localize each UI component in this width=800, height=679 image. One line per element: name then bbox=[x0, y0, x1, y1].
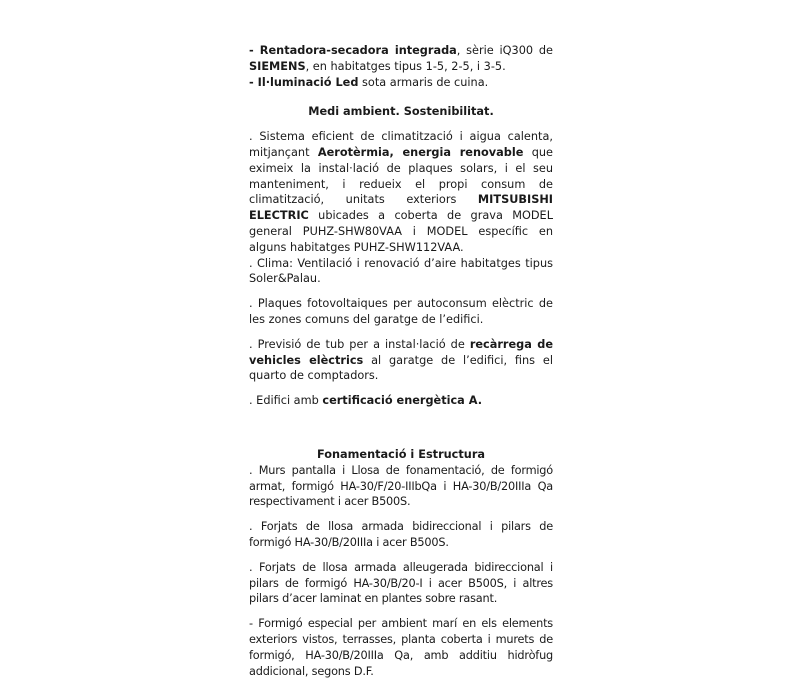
aerothermy-highlight: Aerotèrmia, energia renovable bbox=[317, 145, 524, 159]
dryer-paragraph bbox=[249, 43, 553, 75]
environment-paragraph-2: . Clima: Ventilació i renovació d’aire habitatges tipus Soler&Palau. bbox=[249, 256, 553, 286]
climate-detail: que eximeix la instal·lació de plaques solars, i el seu manteniment, i redueix el propi consum de climatització, unitats exteriors bbox=[249, 145, 553, 207]
structure-paragraph-2: . Forjats de llosa armada bidireccional i pilars de formigó HA-30/B/20IIIa i acer B500S. bbox=[249, 520, 553, 549]
lighting-detail: sota armaris de cuina. bbox=[358, 75, 489, 89]
ev-detail: al garatge de l’edifici, fins el quarto de comptadors. bbox=[249, 353, 553, 383]
environment-paragraph-1 bbox=[249, 129, 553, 255]
environment-heading: Medi ambient. Sostenibilitat. bbox=[308, 105, 494, 119]
dryer-scope: , en habitatges tipus 1-5, 2-5, i 3-5. bbox=[305, 59, 506, 73]
dryer-label: - Rentadora-secadora integrada bbox=[249, 44, 457, 57]
environment-paragraph-4 bbox=[249, 337, 553, 384]
dryer-series: , sèrie iQ300 de bbox=[456, 44, 553, 57]
climate-models: ubicades a coberta de grava MODEL general PUHZ-SHW80VAA i MODEL específic en alguns habitatges PUHZ-SHW112VAA. bbox=[249, 209, 553, 254]
structure-paragraph-1: . Murs pantalla i Llosa de fonamentació, de formigó armat, formigó HA-30/F/20-IIIbQa i HA-30/B/20IIIa Qa respectivament i acer B500S. bbox=[249, 463, 553, 509]
lighting-paragraph bbox=[249, 75, 553, 91]
environment-paragraph-3: . Plaques fotovoltaiques per autoconsum elèctric de les zones comuns del garatge de l’edifici. bbox=[249, 297, 553, 326]
structure-heading: Fonamentació i Estructura bbox=[316, 447, 486, 461]
cert-intro: . Edifici amb bbox=[249, 394, 323, 408]
mitsubishi-brand: MITSUBISHI ELECTRIC bbox=[249, 193, 553, 223]
ev-charging-highlight: recàrrega de vehicles elèctrics bbox=[249, 337, 553, 367]
document-page bbox=[249, 43, 553, 679]
climate-intro: . Sistema eficient de climatització i aigua calenta, mitjançant bbox=[249, 130, 553, 159]
energy-cert-highlight: certificació energètica A. bbox=[322, 394, 482, 408]
structure-paragraph-3: . Forjats de llosa armada alleugerada bidireccional i pilars de formigó HA-30/B/20-I i acer B500S, i altres pilars d’acer laminat en plantes sobre rasant. bbox=[249, 560, 553, 606]
dryer-brand: SIEMENS bbox=[249, 59, 306, 73]
ev-intro: . Previsió de tub per a instal·lació de bbox=[249, 337, 470, 351]
environment-paragraph-5 bbox=[249, 393, 553, 409]
structure-paragraph-4: - Formigó especial per ambient marí en els elements exteriors vistos, terrasses, planta coberta i murets de formigó, HA-30/B/20IIIa Qa, amb additiu hidròfug addicional, segons D.F. bbox=[249, 617, 553, 678]
lighting-label: - Il·luminació Led bbox=[249, 75, 359, 89]
